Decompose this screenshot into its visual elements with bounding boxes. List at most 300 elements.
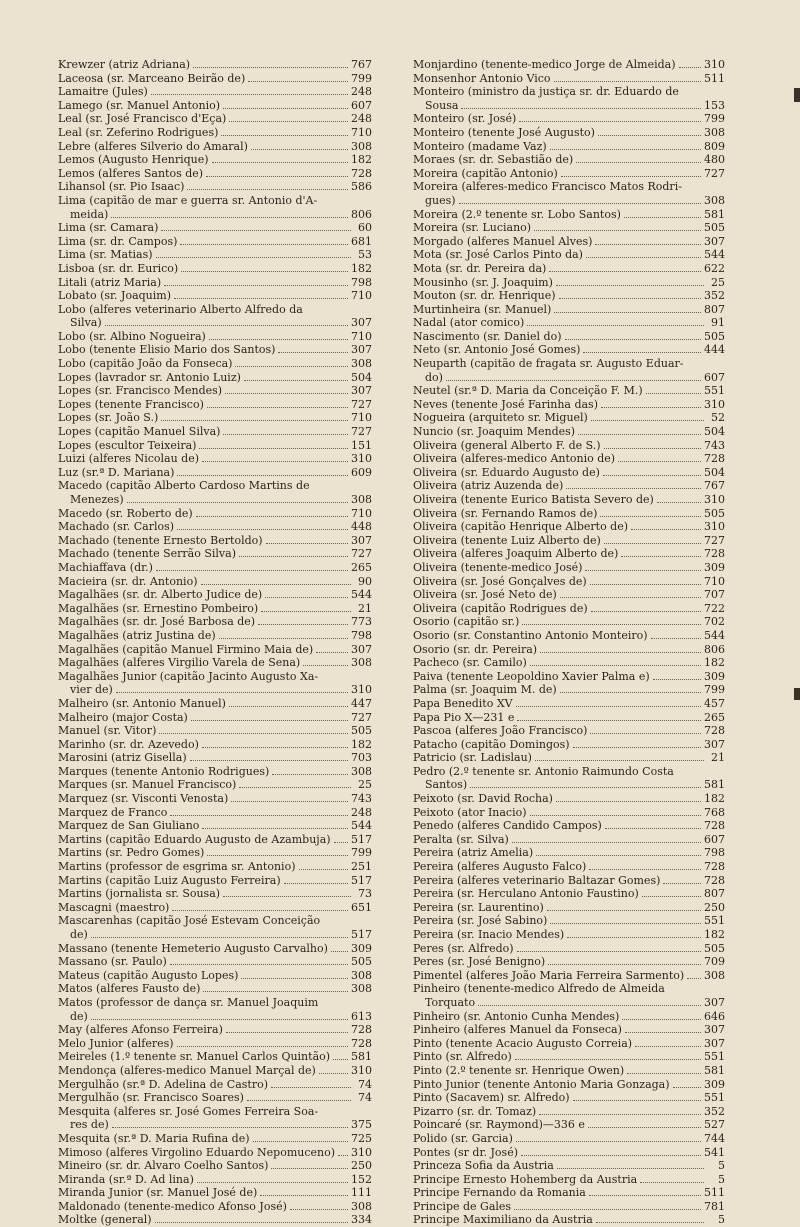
dot-leader: [231, 801, 348, 802]
page-number: 334: [351, 1213, 372, 1227]
index-entry: [58, 1037, 372, 1051]
entry-name: Oliveira (tenente Luiz Alberto de): [413, 533, 601, 547]
entry-name: Oliveira (capitão Rodrigues de): [413, 601, 588, 615]
entry-name: Neves (tenente José Farinha das): [413, 397, 598, 411]
entry-name: Monsenhor Antonio Vico: [413, 71, 551, 85]
page-number: 307: [351, 343, 372, 357]
dot-leader: [560, 692, 701, 693]
entry-name: Lima (capitão de mar e guerra sr. Antonio d'A-: [58, 193, 318, 207]
dot-leader: [177, 529, 348, 530]
dot-leader: [278, 352, 348, 353]
page-number: 681: [351, 234, 372, 248]
entry-name: Machado (tenente Serrão Silva): [58, 547, 236, 561]
page-number: 799: [704, 112, 725, 126]
entry-name: Moltke (general): [58, 1213, 152, 1227]
index-entry: [413, 221, 725, 235]
page-number: 768: [704, 805, 725, 819]
entry-name: Pinto Junior (tenente Antonio Maria Gonzaga): [413, 1077, 670, 1091]
index-entry: [58, 765, 372, 779]
entry-name: Melo Junior (alferes): [58, 1036, 174, 1050]
page-number: 511: [704, 71, 725, 85]
index-entry: [58, 874, 372, 888]
dot-leader: [470, 787, 701, 788]
dot-leader: [554, 81, 701, 82]
entry-name: Pereira (alferes Augusto Falco): [413, 860, 587, 874]
index-entry: [58, 479, 372, 493]
dot-leader: [605, 828, 701, 829]
dot-leader: [241, 978, 348, 979]
entry-name: Lopes (tenente Francisco): [58, 397, 204, 411]
dot-leader: [196, 516, 348, 517]
page-number: 798: [351, 275, 372, 289]
entry-name: Macedo (capitão Alberto Cardoso Martins de: [58, 479, 310, 493]
page-number: 767: [704, 479, 725, 493]
index-entry: [413, 724, 725, 738]
entry-name: Malheiro (sr. Antonio Manuel): [58, 696, 226, 710]
dot-leader: [514, 1209, 701, 1210]
entry-name: Manuel (sr. Vitor): [58, 724, 157, 738]
page-number: 505: [351, 724, 372, 738]
page-number: 309: [351, 941, 372, 955]
page-number: 307: [351, 642, 372, 656]
page-number: 544: [351, 819, 372, 833]
page-number: 308: [351, 357, 372, 371]
dot-leader: [202, 461, 348, 462]
index-entry: [58, 942, 372, 956]
entry-name: Lobo (sr. Albino Nogueira): [58, 329, 206, 343]
index-entry: [413, 1159, 725, 1173]
dot-leader: [334, 842, 348, 843]
dot-leader: [590, 733, 701, 734]
entry-name: Leal (sr. Zeferino Rodrigues): [58, 125, 219, 139]
page-number: 52: [711, 411, 725, 425]
dot-leader: [180, 244, 348, 245]
entry-name: Martins (professor de esgrima sr. Antonio): [58, 860, 296, 874]
dot-leader: [589, 869, 701, 870]
dot-leader: [560, 597, 701, 598]
index-entry: [58, 357, 372, 371]
index-entry: [58, 289, 372, 303]
entry-name: Martins (jornalista sr. Sousa): [58, 887, 221, 901]
dot-leader: [573, 747, 701, 748]
entry-name: Oliveira (capitão Henrique Alberto de): [413, 520, 629, 534]
dot-leader: [550, 149, 701, 150]
index-entry: [58, 629, 372, 643]
dot-leader: [567, 937, 701, 938]
entry-name: Patacho (capitão Domingos): [413, 737, 570, 751]
dot-leader: [576, 162, 701, 163]
index-entry: [413, 466, 725, 480]
index-entry: [58, 670, 372, 684]
index-entry: [413, 1050, 725, 1064]
entry-name: Malheiro (major Costa): [58, 710, 188, 724]
page-number: 710: [704, 574, 725, 588]
entry-name: Machiaffava (dr.): [58, 560, 153, 574]
index-entry: [58, 547, 372, 561]
page-number: 25: [711, 275, 725, 289]
entry-name: Osorio (capitão sr.): [413, 615, 520, 629]
entry-name: Paiva (tenente Leopoldino Xavier Palma e): [413, 669, 650, 683]
entry-name: Princeza Sofia da Austria: [413, 1159, 554, 1173]
entry-name: Mesquita (sr.ª D. Maria Rufina de): [58, 1131, 250, 1145]
index-entry: [58, 167, 372, 181]
dot-leader: [271, 1087, 351, 1088]
page-number: 310: [704, 493, 725, 506]
entry-name: Luz (sr.ª D. Mariana): [58, 465, 175, 479]
dot-leader: [651, 638, 701, 639]
index-entry: [413, 670, 725, 684]
index-entry: [413, 778, 725, 792]
index-entry: [413, 439, 725, 453]
index-entry: [413, 833, 725, 847]
entry-name: Peres (sr. José Benigno): [413, 955, 546, 969]
entry-name: Pinto (tenente Acacio Augusto Correia): [413, 1036, 633, 1050]
page-number: 517: [351, 873, 372, 887]
index-entry: [58, 384, 372, 398]
page-number: 799: [351, 846, 372, 860]
index-entry: [413, 901, 725, 915]
index-entry: [58, 561, 372, 575]
dot-leader: [591, 611, 701, 612]
entry-name: Moreira (alferes-medico Francisco Matos Rodri-: [413, 180, 682, 194]
index-entry: [58, 1118, 372, 1132]
index-entry: [58, 1091, 372, 1105]
index-entry: [413, 1105, 725, 1119]
entry-name: Marinho (sr. dr. Azevedo): [58, 737, 199, 751]
dot-leader: [271, 1168, 348, 1169]
entry-name: Monteiro (sr. José): [413, 112, 517, 126]
index-entry: [413, 846, 725, 860]
entry-name: Pontes (sr dr. José): [413, 1145, 518, 1159]
dot-leader: [534, 230, 701, 231]
page-number: 5: [718, 1159, 725, 1173]
entry-name: Patricio (sr. Ladislau): [413, 751, 532, 765]
dot-leader: [557, 1168, 704, 1169]
index-entry: [413, 928, 725, 942]
entry-name: Mouton (sr. dr. Henrique): [413, 289, 556, 303]
page-number: 308: [351, 1199, 372, 1213]
dot-leader: [566, 488, 701, 489]
index-entry: [413, 194, 725, 208]
dot-leader: [112, 1127, 348, 1128]
dot-leader: [223, 434, 348, 435]
index-entry: [58, 520, 372, 534]
entry-name: Moraes (sr. dr. Sebastião de): [413, 153, 574, 167]
page-number: 728: [351, 166, 372, 180]
page-number: 457: [704, 696, 725, 710]
index-entry: [413, 575, 725, 589]
dot-leader: [212, 162, 348, 163]
dot-leader: [573, 1100, 701, 1101]
index-entry: [413, 357, 725, 371]
index-entry: [58, 1173, 372, 1187]
entry-name: Miranda Junior (sr. Manuel José de): [58, 1186, 258, 1200]
entry-name: Machado (sr. Carlos): [58, 520, 175, 534]
entry-name: Martins (capitão Eduardo Augusto de Azambuja): [58, 832, 331, 846]
entry-name: Marquez (sr. Visconti Venosta): [58, 792, 229, 806]
page-number: 307: [351, 533, 372, 547]
index-entry: [58, 778, 372, 792]
dot-leader: [536, 855, 701, 856]
dot-leader: [284, 883, 348, 884]
index-entry: [413, 1200, 725, 1214]
dot-leader: [239, 787, 351, 788]
index-entry: [413, 493, 725, 507]
dot-leader: [319, 1073, 348, 1074]
page-number: 505: [704, 221, 725, 235]
index-entry: [413, 914, 725, 928]
dot-leader: [588, 1127, 701, 1128]
entry-name: Mergulhão (sr. Francisco Soares): [58, 1091, 244, 1105]
index-entry: [58, 846, 372, 860]
page-number: 73: [358, 887, 372, 901]
entry-name: May (alferes Afonso Ferreira): [58, 1023, 223, 1037]
index-entry: [413, 384, 725, 398]
index-entry: [58, 656, 372, 670]
entry-name: Lihansol (sr. Pio Isaac): [58, 180, 185, 194]
entry-name: Machado (tenente Ernesto Bertoldo): [58, 533, 263, 547]
page-number: 807: [704, 302, 725, 316]
dot-leader: [151, 94, 348, 95]
index-entry: [413, 276, 725, 290]
page-number: 609: [351, 465, 372, 479]
index-entry: [413, 153, 725, 167]
entry-name: Pinto (sr. Alfredo): [413, 1050, 512, 1064]
index-entry: [58, 1078, 372, 1092]
dot-leader: [559, 298, 701, 299]
entry-name: Moreira (capitão Antonio): [413, 166, 558, 180]
page-number: 744: [704, 1131, 725, 1145]
entry-name: Oliveira (atriz Auzenda de): [413, 479, 564, 493]
index-entry: [58, 262, 372, 276]
page-number: 806: [351, 207, 372, 221]
index-entry: [58, 99, 372, 113]
page-number: 728: [351, 1023, 372, 1037]
index-entry: [413, 751, 725, 765]
dot-leader: [663, 883, 701, 884]
entry-name: Oliveira (tenente-medico José): [413, 560, 583, 574]
page-number: 308: [704, 968, 725, 982]
dot-leader: [642, 896, 701, 897]
page-number: 710: [351, 329, 372, 343]
index-entry: [58, 180, 372, 194]
index-entry: [413, 982, 725, 996]
index-entry: [58, 1200, 372, 1214]
entry-name: Mousinho (sr. J. Joaquim): [413, 275, 553, 289]
page-number: 544: [704, 248, 725, 262]
index-entry: [58, 928, 372, 942]
dot-leader: [548, 964, 701, 965]
index-entry: [413, 208, 725, 222]
index-entry: [58, 208, 372, 222]
dot-leader: [604, 543, 701, 544]
dot-leader: [589, 1195, 701, 1196]
page-number: 309: [704, 560, 725, 574]
page-number: 308: [351, 982, 372, 996]
dot-leader: [516, 1141, 701, 1142]
page-number: 727: [351, 397, 372, 411]
index-entry: [58, 493, 372, 507]
page-number: 91: [711, 316, 725, 330]
entry-name: Marques (tenente Antonio Rodrigues): [58, 764, 270, 778]
entry-name: Oliveira (sr. Fernando Ramos de): [413, 506, 598, 520]
index-entry: [58, 112, 372, 126]
dot-leader: [91, 937, 348, 938]
index-entry: [413, 262, 725, 276]
dot-leader: [206, 176, 348, 177]
index-entry: [413, 1037, 725, 1051]
index-entry: [413, 765, 725, 779]
index-entry: [58, 248, 372, 262]
entry-name: de): [70, 928, 88, 941]
page-number: 21: [711, 751, 725, 765]
dot-leader: [253, 1141, 348, 1142]
dot-leader: [679, 67, 702, 68]
entry-name: Lisboa (sr. dr. Eurico): [58, 261, 179, 275]
dot-leader: [177, 1046, 348, 1047]
index-entry: [413, 955, 725, 969]
index-entry: [413, 561, 725, 575]
dot-leader: [540, 652, 701, 653]
dot-leader: [247, 1100, 351, 1101]
index-entry: [58, 1146, 372, 1160]
entry-name: Leal (sr. José Francisco d'Eça): [58, 112, 227, 126]
index-entry: [58, 738, 372, 752]
entry-name: Lobato (sr. Joaquim): [58, 289, 172, 303]
page-number: 308: [351, 764, 372, 778]
page-number: 307: [704, 234, 725, 248]
index-entry: [58, 316, 372, 330]
entry-name: Pereira (sr. Inacio Mendes): [413, 928, 565, 941]
dot-leader: [159, 733, 348, 734]
entry-name: Miranda (sr.ª D. Ad lina): [58, 1172, 194, 1186]
index-entry: [58, 1105, 372, 1119]
page-number: 480: [704, 153, 725, 167]
entry-name: Lima (sr. Camara): [58, 221, 159, 235]
page-number: 581: [704, 778, 725, 792]
dot-leader: [229, 121, 348, 122]
page-number: 517: [351, 832, 372, 846]
page-number: 53: [358, 248, 372, 262]
index-entry: [58, 1023, 372, 1037]
dot-leader: [272, 774, 348, 775]
page-number: 309: [704, 669, 725, 683]
dot-leader: [635, 1046, 701, 1047]
index-entry: [413, 479, 725, 493]
entry-name: Silva): [70, 316, 102, 330]
page-number: 74: [358, 1077, 372, 1091]
dot-leader: [193, 67, 348, 68]
page-number: 798: [704, 846, 725, 860]
dot-leader: [225, 393, 348, 394]
index-entry: [413, 534, 725, 548]
index-entry: [58, 602, 372, 616]
page-number: 727: [351, 547, 372, 561]
dot-leader: [248, 81, 348, 82]
dot-leader: [219, 638, 348, 639]
index-entry: [413, 1091, 725, 1105]
entry-name: Lamaitre (Jules): [58, 85, 148, 99]
dot-leader: [202, 828, 348, 829]
page-number: 728: [704, 547, 725, 561]
dot-leader: [517, 951, 701, 952]
entry-name: Principe Ernesto Hohemberg da Austria: [413, 1172, 638, 1186]
index-entry: [413, 398, 725, 412]
page-number: 250: [704, 900, 725, 914]
entry-name: Lebre (alferes Silverio do Amaral): [58, 139, 248, 153]
page-number: 710: [351, 125, 372, 139]
index-entry: [58, 615, 372, 629]
entry-name: Mineiro (sr. dr. Alvaro Coelho Santos): [58, 1159, 269, 1173]
index-entry: [413, 452, 725, 466]
entry-name: Peixoto (sr. David Rocha): [413, 792, 553, 806]
page-number: 310: [351, 683, 372, 697]
page-number: 90: [358, 574, 372, 588]
page-number: 728: [704, 452, 725, 466]
page-number: 307: [704, 737, 725, 751]
index-entry: [58, 711, 372, 725]
index-entry: [413, 697, 725, 711]
page-number: 248: [351, 85, 372, 99]
entry-name: Moreira (sr. Luciano): [413, 221, 532, 235]
page-number: 551: [704, 914, 725, 928]
page-number: 727: [704, 533, 725, 547]
page-number: 448: [351, 520, 372, 534]
dot-leader: [235, 366, 348, 367]
index-entry: [413, 58, 725, 72]
page-number: 505: [704, 941, 725, 955]
page-number: 703: [351, 751, 372, 765]
entry-name: Principe de Gales: [413, 1199, 512, 1213]
index-entry: [58, 153, 372, 167]
dot-leader: [459, 203, 701, 204]
entry-name: Lopes (lavrador sr. Antonio Luiz): [58, 370, 241, 384]
entry-name: Mendonça (alferes-medico Manuel Marçal de): [58, 1063, 316, 1077]
index-entry: [413, 1118, 725, 1132]
entry-name: Osorio (sr. Constantino Antonio Monteiro): [413, 628, 648, 642]
index-entry: [413, 1213, 725, 1227]
page-number: 182: [351, 261, 372, 275]
page-number: 709: [704, 955, 725, 969]
index-entry: [58, 833, 372, 847]
page-number: 806: [704, 642, 725, 656]
entry-name: Lamego (sr. Manuel Antonio): [58, 98, 221, 112]
entry-name: Lemos (alferes Santos de): [58, 166, 204, 180]
page-number: 728: [704, 724, 725, 738]
index-entry: [413, 792, 725, 806]
index-entry: [58, 276, 372, 290]
index-entry: [58, 1159, 372, 1173]
entry-name: Lopes (escultor Teixeira): [58, 438, 197, 452]
dot-leader: [170, 964, 348, 965]
index-entry: [58, 85, 372, 99]
page-number: 21: [358, 601, 372, 615]
entry-name: Torquato: [425, 995, 476, 1009]
index-entry: [58, 996, 372, 1010]
dot-leader: [521, 1155, 701, 1156]
page-number: 5: [718, 1213, 725, 1227]
entry-name: Oliveira (sr. José Gonçalves de): [413, 574, 587, 588]
dot-leader: [207, 855, 348, 856]
entry-name: Massano (sr. Paulo): [58, 955, 167, 969]
entry-name: Magalhães (atriz Justina de): [58, 628, 216, 642]
entry-name: Marquez de San Giuliano: [58, 819, 200, 833]
page-number: 727: [704, 166, 725, 180]
page-number: 651: [351, 900, 372, 914]
page-number: 544: [704, 628, 725, 642]
index-entry: [413, 588, 725, 602]
entry-name: res de): [70, 1118, 109, 1132]
